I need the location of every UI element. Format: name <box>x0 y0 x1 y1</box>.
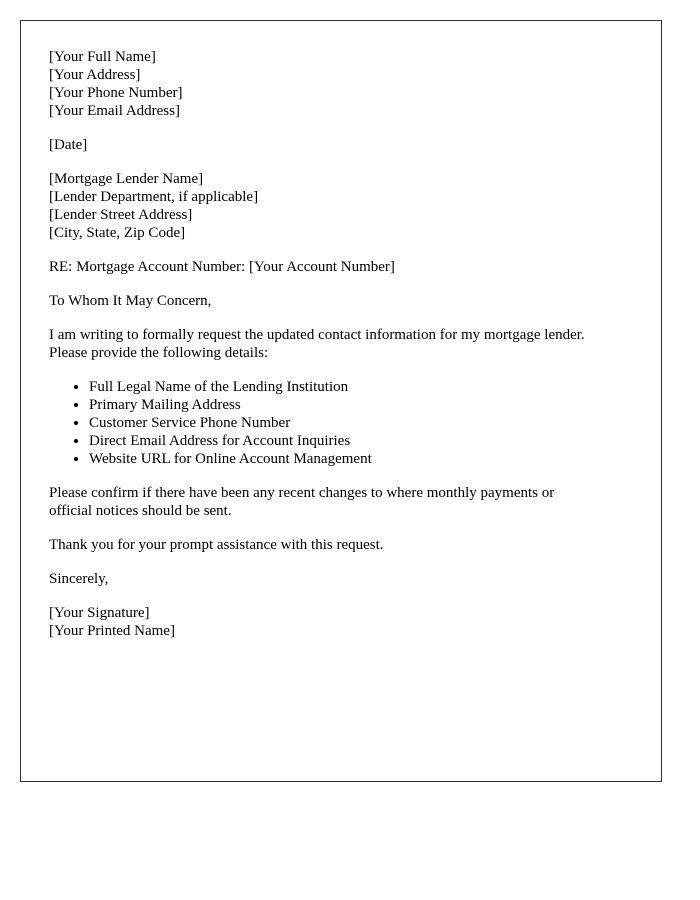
signature: [Your Signature] <box>49 605 150 621</box>
letter-page <box>20 20 662 782</box>
intro-line: Please provide the following details: <box>49 345 269 361</box>
recipient-street: [Lender Street Address] <box>49 207 193 223</box>
list-item: • Full Legal Name of the Lending Institution <box>89 378 632 396</box>
confirm-line: Please confirm if there have been any recent changes to where monthly payments or <box>49 485 555 501</box>
date: [Date] <box>49 137 88 153</box>
sender-name: [Your Full Name] <box>49 49 156 65</box>
closing: Sincerely, <box>49 571 109 587</box>
list-item: • Direct Email Address for Account Inquiries <box>89 432 632 450</box>
list-item: • Primary Mailing Address <box>89 396 632 414</box>
intro-line: I am writing to formally request the updated contact information for my mortgage lender. <box>49 327 585 343</box>
list-item: • Customer Service Phone Number <box>89 414 632 432</box>
sender-phone: [Your Phone Number] <box>49 85 183 101</box>
signature-block <box>49 604 632 640</box>
recipient-department: [Lender Department, if applicable] <box>49 189 259 205</box>
subject-line: RE: Mortgage Account Number: [Your Account Number] <box>49 259 395 275</box>
confirm-paragraph <box>49 484 632 520</box>
recipient-name: [Mortgage Lender Name] <box>49 171 204 187</box>
sender-address: [Your Address] <box>49 67 141 83</box>
thanks-paragraph: Thank you for your prompt assistance with this request. <box>49 537 384 553</box>
confirm-line: official notices should be sent. <box>49 503 232 519</box>
intro-paragraph <box>49 326 632 362</box>
list-item: • Website URL for Online Account Management <box>89 450 632 468</box>
recipient-city: [City, State, Zip Code] <box>49 225 186 241</box>
sender-block <box>49 48 632 120</box>
recipient-block <box>49 170 632 242</box>
details-list <box>49 378 632 468</box>
sender-email: [Your Email Address] <box>49 103 180 119</box>
printed-name: [Your Printed Name] <box>49 623 175 639</box>
salutation: To Whom It May Concern, <box>49 293 212 309</box>
